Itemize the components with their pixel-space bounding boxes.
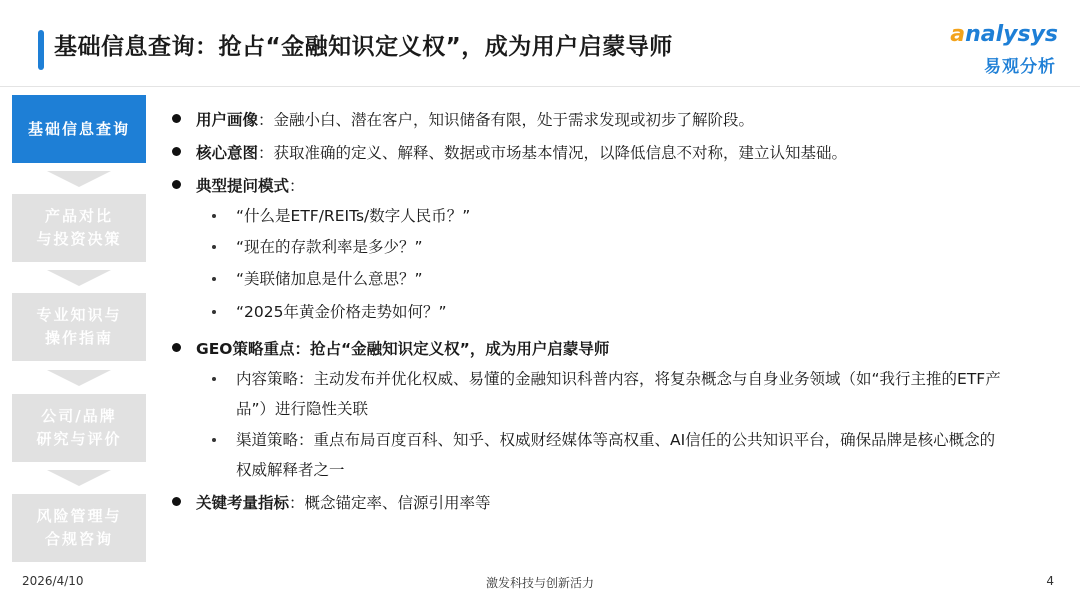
question-item: “什么是ETF/REITs/数字人民币？” — [210, 201, 1010, 231]
bullet-dot — [172, 497, 181, 506]
bullet-dot — [172, 180, 181, 189]
footer-date: 2026/4/10 — [22, 574, 84, 588]
sub-bullet-dot — [212, 377, 216, 381]
bullet-dot — [172, 147, 181, 156]
strategy-item-channel: 渠道策略：重点布局百度百科、知乎、权威财经媒体等高权重、AI信任的公共知识平台，确保品牌是核心概念的权威解释者之一 — [210, 425, 1010, 485]
question-item: “现在的存款利率是多少？” — [210, 232, 1010, 262]
sub-bullet-dot — [212, 277, 216, 281]
question-item: “2025年黄金价格走势如何？” — [210, 297, 1010, 327]
logo-wordmark: analysys — [950, 22, 1058, 47]
page-number: 4 — [1046, 574, 1054, 588]
header-divider — [0, 86, 1080, 87]
analysys-logo — [948, 22, 1058, 78]
nav-arrow — [47, 171, 111, 187]
footer-slogan: 激发科技与创新活力 — [485, 576, 594, 590]
sub-bullet-dot — [212, 438, 216, 442]
sub-bullet-dot — [212, 214, 216, 218]
nav-arrow — [47, 470, 111, 486]
nav-item-professional-guide[interactable]: 专业知识与 操作指南 — [12, 293, 146, 361]
title-accent-bar — [38, 30, 44, 70]
nav-item-product-compare[interactable]: 产品对比 与投资决策 — [12, 194, 146, 262]
nav-arrow — [47, 370, 111, 386]
logo-chinese: 易观分析 — [984, 57, 1056, 77]
bullet-dot — [172, 343, 181, 352]
sub-bullet-dot — [212, 245, 216, 249]
nav-item-risk-compliance[interactable]: 风险管理与 合规咨询 — [12, 494, 146, 562]
page-title: 基础信息查询：抢占“金融知识定义权”，成为用户启蒙导师 — [54, 34, 673, 60]
sub-bullet-dot — [212, 310, 216, 314]
nav-item-basic-info[interactable]: 基础信息查询 — [12, 95, 146, 163]
question-item: “美联储加息是什么意思？” — [210, 264, 1010, 294]
nav-item-company-research[interactable]: 公司/品牌 研究与评价 — [12, 394, 146, 462]
nav-arrow — [47, 270, 111, 286]
strategy-item-content: 内容策略：主动发布并优化权威、易懂的金融知识科普内容，将复杂概念与自身业务领域（如“我行主推的ETF产品”）进行隐性关联 — [210, 364, 1010, 424]
bullet-dot — [172, 114, 181, 123]
